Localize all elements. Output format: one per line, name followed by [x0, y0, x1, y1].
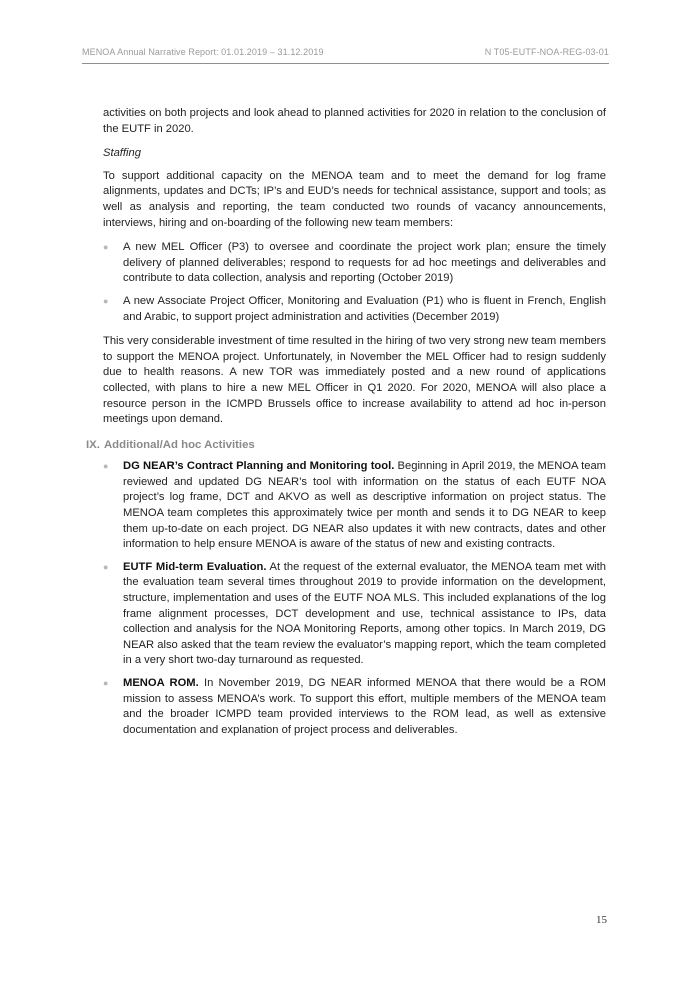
- list-item: [103, 676, 606, 738]
- item-lead: EUTF Mid-term Evaluation.: [123, 560, 267, 573]
- bullet-icon: ●: [103, 295, 109, 306]
- section-title: Additional/Ad hoc Activities: [103, 438, 255, 451]
- bullet-icon: ●: [103, 561, 109, 572]
- staffing-paragraph: To support additional capacity on the MENOA team and to meet the demand for log frame alignments, updates and DCTs; IP’s and EUD’s needs for technical assistance, support and tools; as well as analysis and reporting, the team conducted two rounds of vacancy announcements, interviews, hiring and on-boarding of the following new team members:: [103, 169, 606, 229]
- bullet-icon: ●: [103, 242, 109, 253]
- intro-paragraph: activities on both projects and look ahead to planned activities for 2020 in relation to the conclusion of the EUTF in 2020.: [103, 107, 606, 135]
- section-ix-bullet-list: [103, 459, 606, 738]
- page-number: 15: [596, 914, 607, 926]
- header-report-title: MENOA Annual Narrative Report: 01.01.2019 – 31.12.2019: [82, 47, 324, 57]
- section-ix-heading: [86, 438, 606, 454]
- list-item: [103, 560, 606, 669]
- bullet-icon: ●: [103, 461, 109, 472]
- header-divider: [82, 63, 609, 64]
- page-header: [82, 47, 609, 57]
- item-text: Beginning in April 2019, the MENOA team reviewed and updated DG NEAR’s tool with information on the status of each EUTF NOA project’s log frame, DCT and AKVO as well as descriptive information on project status. The MENOA team completes this approximately twice per month and sends it to DG NEAR to keep them up-to-date on each project. DG NEAR also updates it with new contracts, dates and other information to help ensure MENOA is aware of the status of new and existing contracts.: [123, 460, 606, 551]
- staffing-bullet-text: A new MEL Officer (P3) to oversee and coordinate the project work plan; ensure the timely delivery of planned deliverables; respond to requests for ad hoc meetings and deliverables and contribute to data collection, analysis and reporting (October 2019): [123, 241, 606, 285]
- page-body: [86, 106, 606, 747]
- item-lead: DG NEAR’s Contract Planning and Monitoring tool.: [123, 460, 395, 473]
- staffing-bullet-text: A new Associate Project Officer, Monitoring and Evaluation (P1) who is fluent in French, English and Arabic, to support project administration and activities (December 2019): [123, 294, 606, 323]
- list-item: [103, 294, 606, 325]
- header-reference-code: N T05-EUTF-NOA-REG-03-01: [484, 47, 609, 57]
- item-lead: MENOA ROM.: [123, 677, 199, 689]
- list-item: [103, 459, 606, 553]
- bullet-icon: ●: [103, 678, 109, 688]
- staffing-heading: Staffing: [103, 147, 141, 160]
- item-text: At the request of the external evaluator, the MENOA team met with the evaluation team several times throughout 2019 to provide information on the development, structure, implementation and uses of the EUTF NOA MLS. This included explanations of the log frame alignment processes, DCT development and use, technical assistance to IPs, data collection and analysis for the NOA Monitoring Reports, among other topics. In March 2019, DG NEAR also asked that the team review the evaluator’s mapping report, which the team completed in a very short two-day turnaround as requested.: [123, 560, 606, 667]
- section-number: IX.: [86, 438, 100, 451]
- item-text: In November 2019, DG NEAR informed MENOA that there would be a ROM mission to assess MENOA’s work. To support this effort, multiple members of the MENOA team and the broader ICMPD team provided interviews to the ROM lead, as well as extensive documentation and explanation of project process and deliverables.: [123, 677, 606, 736]
- list-item: [103, 240, 606, 287]
- staffing-closing-paragraph: This very considerable investment of time resulted in the hiring of two very strong new team members to support the MENOA project. Unfortunately, in November the MEL Officer had to resign suddenly due to health reasons. A new TOR was immediately posted and a new round of applications collected, with plans to hire a new MEL Officer in Q1 2020. For 2020, MENOA will also place a resource person in the ICMPD Brussels office to increase availability to attend ad hoc in-person meetings upon demand.: [103, 335, 606, 426]
- staffing-bullet-list: [103, 240, 606, 325]
